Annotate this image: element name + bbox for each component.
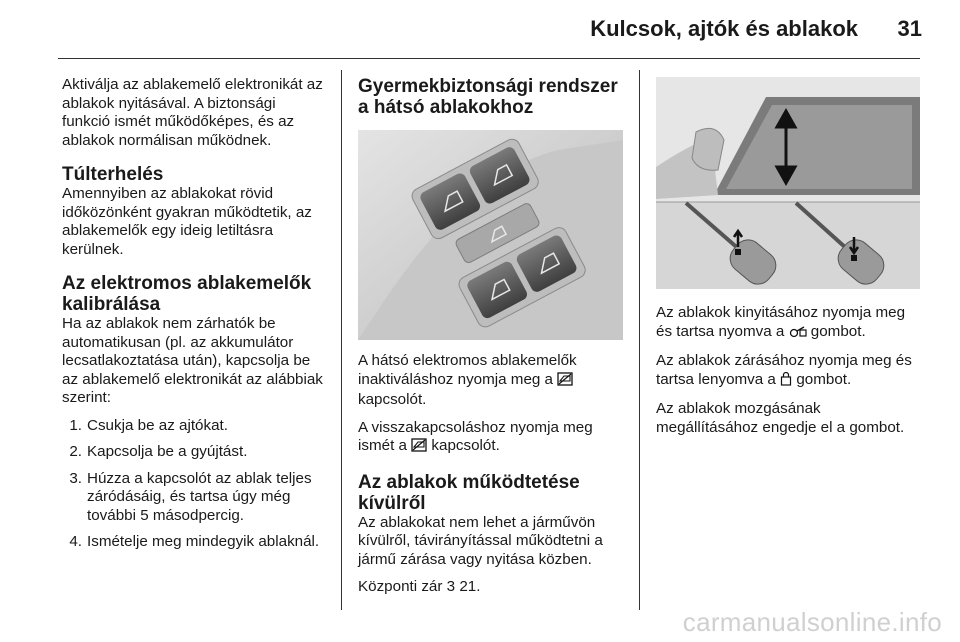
external-operation-heading: Az ablakok működtetése kívülről bbox=[358, 471, 580, 514]
window-lock-icon bbox=[557, 372, 573, 392]
central-lock-reference: Központi zár 3 21. bbox=[358, 578, 481, 595]
window-lock-icon bbox=[411, 438, 427, 458]
overload-heading: Túlterhelés bbox=[62, 164, 164, 185]
list-item: 2. Kapcsolja be a gyújtást. bbox=[69, 443, 248, 460]
intro-paragraph: Aktiválja az ablakemelő elektronikát az ablakok nyitásával. A biztonsági funkció ismét működőképes, és az ablakok normálisan működnek. bbox=[62, 76, 323, 149]
column-middle-text bbox=[358, 352, 624, 606]
reactivate-paragraph: A visszakapcsoláshoz nyomja meg ismét a kapcsolót. bbox=[358, 419, 624, 458]
close-windows-paragraph: Az ablakok zárásához nyomja meg és tartsa lenyomva a gombot. bbox=[656, 352, 922, 391]
list-item: 1. Csukja be az ajtókat. bbox=[69, 416, 228, 434]
column-right-text bbox=[656, 304, 922, 446]
child-lock-paragraph: A hátsó elektromos ablakemelők inaktiváláshoz nyomja meg a kapcsolót. bbox=[358, 352, 577, 408]
column-left bbox=[62, 76, 327, 560]
external-operation-paragraph: Az ablakokat nem lehet a járművön kívülről, távirányítással működtetni a jármű zárása vagy nyitása közben. bbox=[358, 513, 603, 568]
padlock-icon bbox=[780, 371, 792, 392]
child-safety-heading: Gyermekbiztonsági rendszer a hátsó ablakokhoz bbox=[358, 76, 618, 118]
key-window-operation-image bbox=[656, 77, 920, 289]
page-title: Kulcsok, ajtók és ablakok bbox=[590, 16, 858, 41]
watermark: carmanualsonline.info bbox=[682, 607, 942, 637]
calibration-paragraph: Ha az ablakok nem zárhatók be automatikusan (pl. az akkumulátor lecsatlakoztatása után), kapcsolja be az ablakemelő elektronikát az alábbiak szerint: bbox=[62, 315, 323, 406]
list-item: 4. Ismételje meg mindegyik ablaknál. bbox=[69, 533, 320, 550]
stop-movement-paragraph: Az ablakok mozgásának megállításához engedje el a gombot. bbox=[656, 400, 905, 436]
calibration-heading: Az elektromos ablakemelők kalibrálása bbox=[62, 273, 312, 315]
key-unlock-icon bbox=[789, 324, 807, 344]
page-number: 31 bbox=[897, 16, 922, 41]
column-divider bbox=[639, 70, 640, 610]
overload-paragraph: Amennyiben az ablakokat rövid időközönként gyakran működtetik, az ablakemelők egy ideig letiltásra kerülnek. bbox=[62, 185, 312, 258]
window-switch-panel-image bbox=[358, 130, 623, 340]
column-middle bbox=[358, 76, 624, 118]
page-header bbox=[0, 0, 960, 62]
open-windows-paragraph: Az ablakok kinyitásához nyomja meg és tartsa nyomva a gombot. bbox=[656, 304, 922, 343]
page-ref-icon: 3 bbox=[446, 578, 456, 595]
header-rule bbox=[58, 58, 920, 59]
calibration-steps bbox=[62, 417, 327, 552]
list-item: 3. Húzza a kapcsolót az ablak teljes záródásáig, és tartsa úgy még további 5 másodpercig. bbox=[69, 469, 312, 524]
column-divider bbox=[341, 70, 342, 610]
